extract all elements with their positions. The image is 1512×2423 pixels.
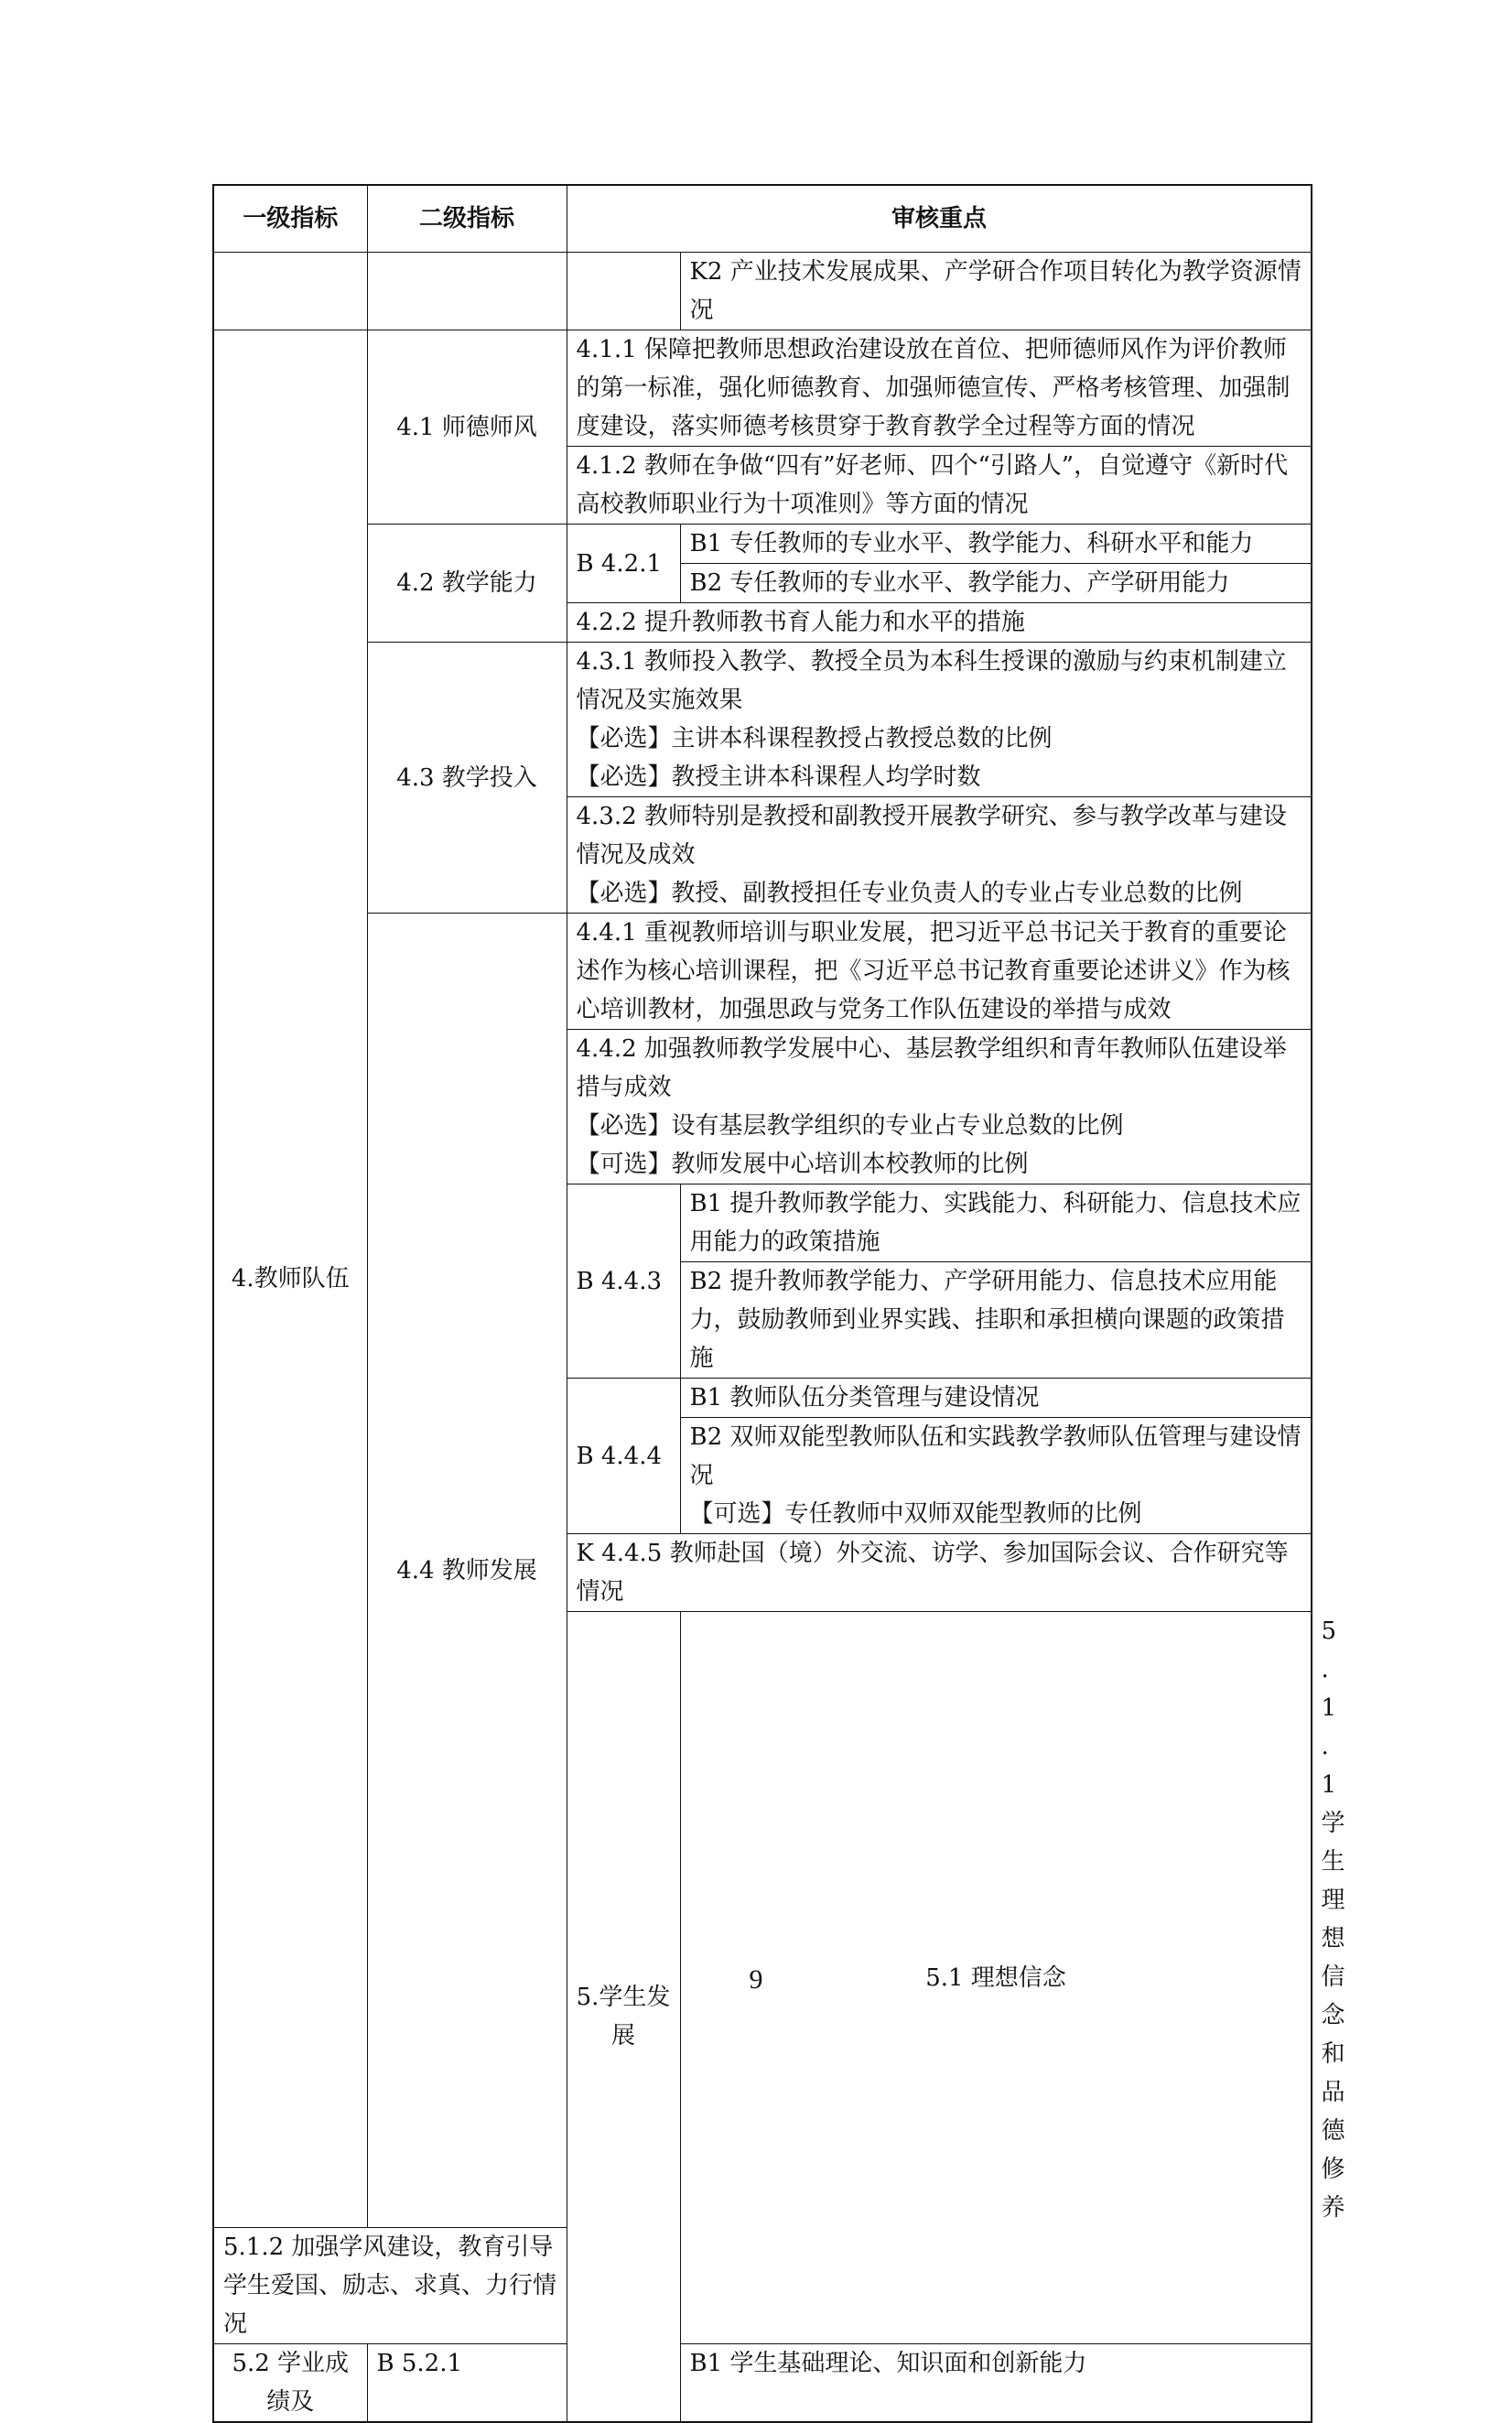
item-4-1-2: 4.1.2 教师在争做“四有”好老师、四个“引路人”，自觉遵守《新时代高校教师职业行为十项准则》等方面的情况 — [567, 447, 1312, 525]
table-row — [213, 330, 1312, 447]
level2-teaching-ability: 4.2 教学能力 — [367, 525, 567, 643]
level2-ideals: 5.1 理想信念 — [680, 1612, 1312, 2344]
item-4-1-1: 4.1.1 保障把教师思想政治建设放在首位、把师德师风作为评价教师的第一标准，强化师德教育、加强师德宣传、严格考核管理、加强制度建设，落实师德考核贯穿于教育教学全过程等方面的情况 — [567, 330, 1312, 447]
level2-teaching-input: 4.3 教学投入 — [367, 643, 567, 914]
item-5-1-2: 5.1.2 加强学风建设，教育引导学生爱国、励志、求真、力行情况 — [213, 2228, 567, 2344]
item-4-3-2 — [567, 797, 1312, 914]
b-4-4-4-b2 — [680, 1418, 1312, 1534]
item-4-3-1-text: 4.3.1 教师投入教学、教授全员为本科生授课的激励与约束机制建立情况及实施效果 — [576, 648, 1287, 714]
b-4-4-4-label: B 4.4.4 — [567, 1379, 680, 1534]
empty-cell — [567, 253, 680, 330]
b-5-2-1-label: B 5.2.1 — [367, 2344, 567, 2423]
level2-teacher-development: 4.4 教师发展 — [367, 914, 567, 2228]
level2-ethics: 4.1 师德师风 — [367, 330, 567, 525]
item-4-4-2-text: 4.4.2 加强教师教学发展中心、基层教学组织和青年教师队伍建设举措与成效 — [576, 1035, 1287, 1101]
b-4-4-4-b2-optional-1: 【可选】专任教师中双师双能型教师的比例 — [689, 1500, 1142, 1528]
level1-teachers: 4.教师队伍 — [213, 330, 367, 2228]
b-4-2-1-b1: B1 专任教师的专业水平、教学能力、科研水平和能力 — [680, 525, 1312, 564]
table-row — [213, 643, 1312, 797]
b-4-4-3-label: B 4.4.3 — [567, 1184, 680, 1379]
audit-index-table — [212, 184, 1345, 2423]
item-4-2-2: 4.2.2 提升教师教书育人能力和水平的措施 — [567, 603, 1312, 643]
b-4-4-4-b2-text: B2 双师双能型教师队伍和实践教学教师队伍管理与建设情况 — [689, 1423, 1301, 1489]
b-4-4-3-b2: B2 提升教师教学能力、产学研用能力、信息技术应用能力，鼓励教师到业界实践、挂职和承担横向课题的政策措施 — [680, 1262, 1312, 1379]
item-4-4-2-optional-1: 【可选】教师发展中心培训本校教师的比例 — [576, 1151, 1029, 1178]
item-4-3-2-required-1: 【必选】教授、副教授担任专业负责人的专业占专业总数的比例 — [576, 880, 1243, 907]
item-4-3-2-text: 4.3.2 教师特别是教授和副教授开展教学研究、参与教学改革与建设情况及成效 — [576, 803, 1287, 869]
table-row — [213, 525, 1312, 564]
item-4-4-2-required-1: 【必选】设有基层教学组织的专业占专业总数的比例 — [576, 1112, 1124, 1140]
k-4-4-5: K 4.4.5 教师赴国（境）外交流、访学、参加国际会议、合作研究等情况 — [567, 1534, 1312, 1612]
table-row: 5.学生发展 5.1 理想信念 5.1.1 学生理想信念和品德修养 — [213, 1612, 1312, 2228]
k2-item: K2 产业技术发展成果、产学研合作项目转化为教学资源情况 — [680, 253, 1312, 330]
header-level2: 二级指标 — [367, 185, 567, 253]
level1-student-development: 5.学生发展 — [567, 1612, 680, 2423]
item-4-3-1-required-1: 【必选】主讲本科课程教授占教授总数的比例 — [576, 725, 1053, 752]
b-4-4-4-b1: B1 教师队伍分类管理与建设情况 — [680, 1379, 1312, 1418]
table-header-row — [213, 185, 1312, 253]
empty-cell — [213, 253, 367, 330]
table-row — [213, 2344, 1312, 2423]
item-4-4-2 — [567, 1030, 1312, 1184]
table-row — [213, 253, 1312, 330]
header-audit-focus: 审核重点 — [567, 185, 1312, 253]
empty-cell — [367, 253, 567, 330]
b-4-4-3-b1: B1 提升教师教学能力、实践能力、科研能力、信息技术应用能力的政策措施 — [680, 1184, 1312, 1262]
b-5-2-1-b1: B1 学生基础理论、知识面和创新能力 — [680, 2344, 1312, 2423]
table-row — [213, 914, 1312, 1030]
page-number: 9 — [749, 1964, 763, 1995]
level2-academic-achievement: 5.2 学业成绩及 — [213, 2344, 367, 2423]
item-4-3-1-required-2: 【必选】教授主讲本科课程人均学时数 — [576, 763, 981, 791]
item-4-3-1 — [567, 643, 1312, 797]
b-4-2-1-b2: B2 专任教师的专业水平、教学能力、产学研用能力 — [680, 564, 1312, 603]
header-level1: 一级指标 — [213, 185, 367, 253]
item-4-4-1: 4.4.1 重视教师培训与职业发展，把习近平总书记关于教育的重要论述作为核心培训课程，把《习近平总书记教育重要论述讲义》作为核心培训教材，加强思政与党务工作队伍建设的举措与成效 — [567, 914, 1312, 1030]
b-4-2-1-label: B 4.2.1 — [567, 525, 680, 603]
